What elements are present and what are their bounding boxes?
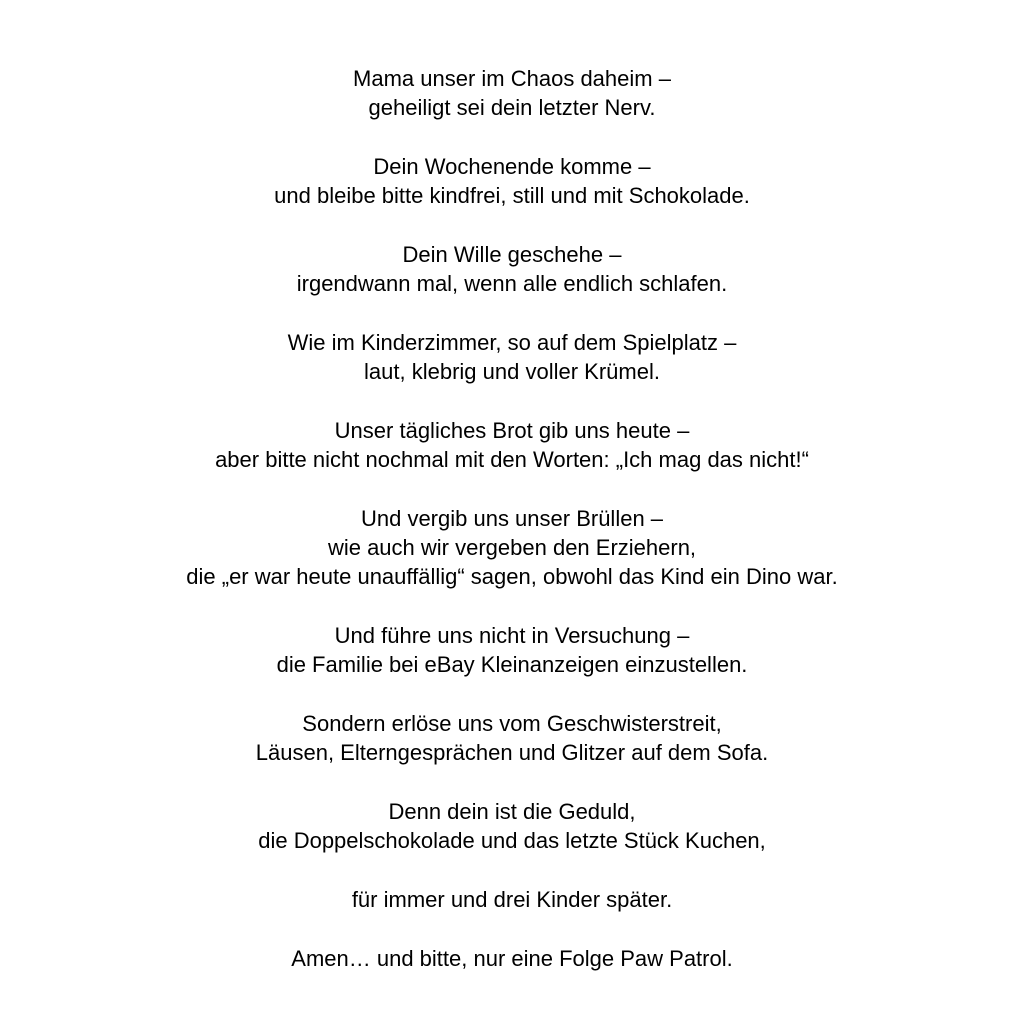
stanza-1 [0, 64, 1024, 122]
poem [0, 64, 1024, 973]
stanza-11 [0, 944, 1024, 973]
poem-line: geheiligt sei dein letzter Nerv. [368, 95, 656, 120]
poem-line: die Familie bei eBay Kleinanzeigen einzustellen. [276, 652, 748, 677]
stanza-7 [0, 621, 1024, 679]
poem-line: wie auch wir vergeben den Erziehern, [327, 535, 697, 560]
poem-line: Und führe uns nicht in Versuchung – [334, 623, 690, 648]
poem-line: Amen… und bitte, nur eine Folge Paw Patrol. [291, 946, 733, 971]
poem-line: Denn dein ist die Geduld, [388, 799, 636, 824]
poem-line: die „er war heute unauffällig“ sagen, obwohl das Kind ein Dino war. [186, 564, 838, 589]
poem-line: die Doppelschokolade und das letzte Stück Kuchen, [258, 828, 766, 853]
stanza-5 [0, 416, 1024, 474]
poem-line: laut, klebrig und voller Krümel. [364, 359, 660, 384]
stanza-6 [0, 504, 1024, 591]
stanza-4 [0, 328, 1024, 386]
poem-line: Dein Wille geschehe – [402, 242, 622, 267]
stanza-10 [0, 885, 1024, 914]
stanza-3 [0, 240, 1024, 298]
poem-line: irgendwann mal, wenn alle endlich schlafen. [296, 271, 728, 296]
poem-line: Unser tägliches Brot gib uns heute – [334, 418, 690, 443]
poem-line: Und vergib uns unser Brüllen – [360, 506, 664, 531]
poem-line: Wie im Kinderzimmer, so auf dem Spielplatz – [287, 330, 737, 355]
poem-line: Mama unser im Chaos daheim – [353, 66, 671, 91]
poem-line: Sondern erlöse uns vom Geschwisterstreit, [302, 711, 722, 736]
poem-line: aber bitte nicht nochmal mit den Worten: „Ich mag das nicht!“ [215, 447, 809, 472]
poem-line: und bleibe bitte kindfrei, still und mit Schokolade. [274, 183, 750, 208]
stanza-9 [0, 797, 1024, 855]
stanza-2 [0, 152, 1024, 210]
poem-line: Läusen, Elterngesprächen und Glitzer auf dem Sofa. [255, 740, 769, 765]
poem-line: Dein Wochenende komme – [373, 154, 651, 179]
stanza-8 [0, 709, 1024, 767]
poem-line: für immer und drei Kinder später. [351, 887, 673, 912]
